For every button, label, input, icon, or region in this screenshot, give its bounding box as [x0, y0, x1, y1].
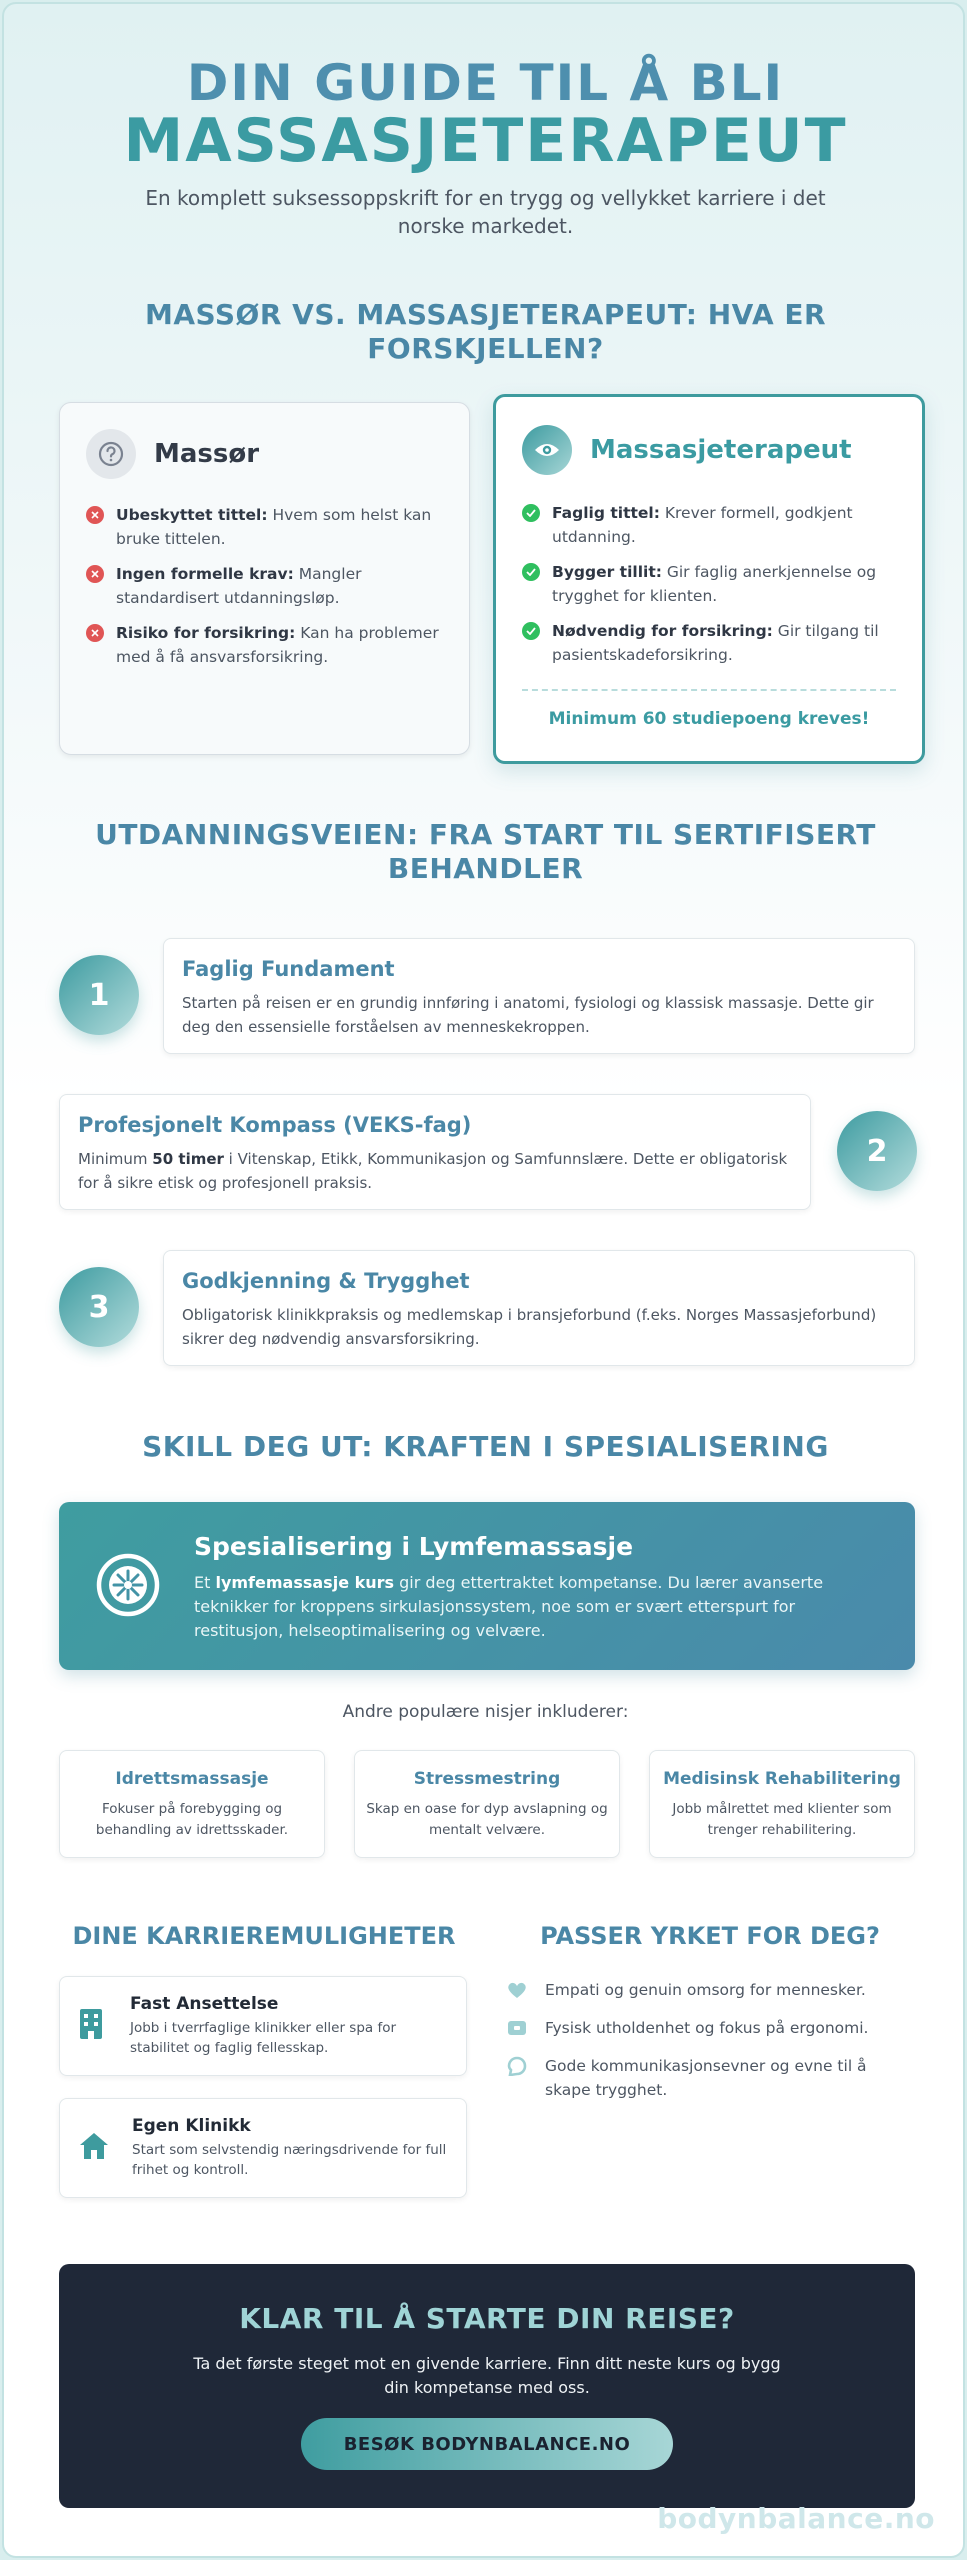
check-icon: [522, 504, 540, 522]
niche-card: [59, 1750, 325, 1858]
careers-title: DINE KARRIEREMULIGHETER: [72, 1922, 456, 1950]
eye-icon: [522, 425, 572, 475]
fit-item: Fysisk utholdenhet og fokus på ergonomi.: [507, 2016, 917, 2040]
fit-item: Gode kommunikasjonsevner og evne til å skape trygghet.: [507, 2054, 917, 2102]
niche-card: [649, 1750, 915, 1858]
career-title: Fast Ansettelse: [130, 1994, 279, 2014]
cta-title: KLAR TIL Å STARTE DIN REISE?: [239, 2302, 735, 2335]
snowflake-icon: [95, 1552, 161, 1618]
step-title: Faglig Fundament: [182, 957, 395, 981]
niches-intro: Andre populære nisjer inkluderer:: [342, 1702, 629, 1722]
niche-title: Idrettsmassasje: [115, 1769, 269, 1789]
check-icon: [522, 563, 540, 581]
terapeut-point: Faglig tittel: Krever formell, godkjent utdanning.: [522, 501, 897, 549]
step-title: Profesjonelt Kompass (VEKS-fag): [78, 1113, 472, 1137]
watermark: bodynbalance.no: [657, 2502, 935, 2535]
home-icon: [78, 2131, 110, 2165]
niche-title: Stressmestring: [413, 1769, 561, 1789]
comparison-title: MASSØR VS. MASSASJETERAPEUT: HVA ER FORSKJELLEN?: [144, 298, 827, 365]
niche-title: Medisinsk Rehabilitering: [663, 1769, 901, 1789]
check-icon: [522, 622, 540, 640]
studiepoeng-note: Minimum 60 studiepoeng kreves!: [548, 709, 870, 729]
niche-text: Skap en oase for dyp avslapning og mentalt velvære.: [366, 1801, 608, 1838]
hero-title-line1: DIN GUIDE TIL Å BLI: [186, 54, 785, 112]
cross-icon: [86, 565, 104, 583]
fit-title: PASSER YRKET FOR DEG?: [540, 1922, 880, 1950]
career-title: Egen Klinikk: [132, 2116, 251, 2136]
question-circle-icon: [86, 429, 136, 479]
step-title: Godkjenning & Trygghet: [182, 1269, 470, 1293]
step-number-2: 2: [837, 1111, 917, 1191]
massasjeterapeut-card: [493, 394, 925, 764]
massasjeterapeut-title: Massasjeterapeut: [590, 435, 852, 465]
niche-text: Jobb målrettet med klienter som trenger rehabilitering.: [672, 1801, 892, 1838]
niche-text: Fokuser på forebygging og behandling av idrettsskader.: [95, 1801, 289, 1838]
visit-site-button[interactable]: BESØK BODYNBALANCE.NO: [301, 2418, 673, 2470]
chat-icon: [507, 2056, 527, 2076]
step-card-1: [163, 938, 915, 1054]
infographic-page: [2, 2, 965, 2558]
cta-text: Ta det første steget mot en givende karriere. Finn ditt neste kurs og bygg din kompetanse med oss.: [193, 2354, 781, 2397]
cta-section: [59, 2264, 915, 2508]
lymfemassasje-banner: [59, 1502, 915, 1670]
building-icon: [78, 2007, 108, 2045]
massor-point: Ubeskyttet tittel: Hvem som helst kan bruke tittelen.: [86, 503, 446, 551]
step-card-3: [163, 1250, 915, 1366]
career-card-klinikk: [59, 2098, 467, 2198]
fit-item: Empati og genuin omsorg for mennesker.: [507, 1978, 917, 2002]
spec-title: Spesialisering i Lymfemassasje: [194, 1532, 634, 1561]
step-text: Obligatorisk klinikkpraksis og medlemskap i bransjeforbund (f.eks. Norges Massasjeforbund) sikrer deg nødvendig ansvarsforsikring.: [182, 1306, 877, 1348]
fit-list: [507, 1978, 917, 2116]
hero-title-line2: MASSASJETERAPEUT: [123, 106, 848, 176]
massor-title: Massør: [154, 439, 260, 469]
heart-icon: [507, 1980, 527, 2000]
terapeut-point: Nødvendig for forsikring: Gir tilgang til pasientskadeforsikring.: [522, 619, 897, 667]
battery-icon: [507, 2018, 527, 2038]
terapeut-point: Bygger tillit: Gir faglig anerkjennelse og trygghet for klienten.: [522, 560, 897, 608]
education-title: UTDANNINGSVEIEN: FRA START TIL SERTIFISERT BEHANDLER: [95, 818, 876, 885]
spec-text: Et lymfemassasje kurs gir deg ettertraktet kompetanse. Du lærer avanserte teknikker for kroppens sirkulasjonssystem, noe som er svært etterspurt for restitusjon, helseoptimalisering og velvære.: [194, 1573, 824, 1640]
step-number-1: 1: [59, 955, 139, 1035]
step-text: Minimum 50 timer i Vitenskap, Etikk, Kommunikasjon og Samfunnslære. Dette er obligatorisk for å sikre etisk og profesjonell praksis.: [78, 1150, 788, 1192]
career-text: Start som selvstendig næringsdrivende for full frihet og kontroll.: [132, 2142, 447, 2178]
step-number-3: 3: [59, 1267, 139, 1347]
hero-subtitle: En komplett suksessoppskrift for en trygg og vellykket karriere i det norske markedet.: [145, 186, 826, 238]
career-card-fast: [59, 1976, 467, 2076]
cross-icon: [86, 624, 104, 642]
step-card-2: [59, 1094, 811, 1210]
cross-icon: [86, 506, 104, 524]
niche-card: [354, 1750, 620, 1858]
massor-point: Risiko for forsikring: Kan ha problemer med å få ansvarsforsikring.: [86, 621, 446, 669]
career-text: Jobb i tverrfaglige klinikker eller spa for stabilitet og faglig fellesskap.: [130, 2020, 397, 2056]
massor-point: Ingen formelle krav: Mangler standardisert utdanningsløp.: [86, 562, 446, 610]
step-text: Starten på reisen er en grundig innføring i anatomi, fysiologi og klassisk massasje. Dette gir deg den essensielle forståelsen av menneskekroppen.: [182, 994, 874, 1036]
specialization-title: SKILL DEG UT: KRAFTEN I SPESIALISERING: [142, 1430, 829, 1463]
massor-card: [59, 402, 470, 755]
